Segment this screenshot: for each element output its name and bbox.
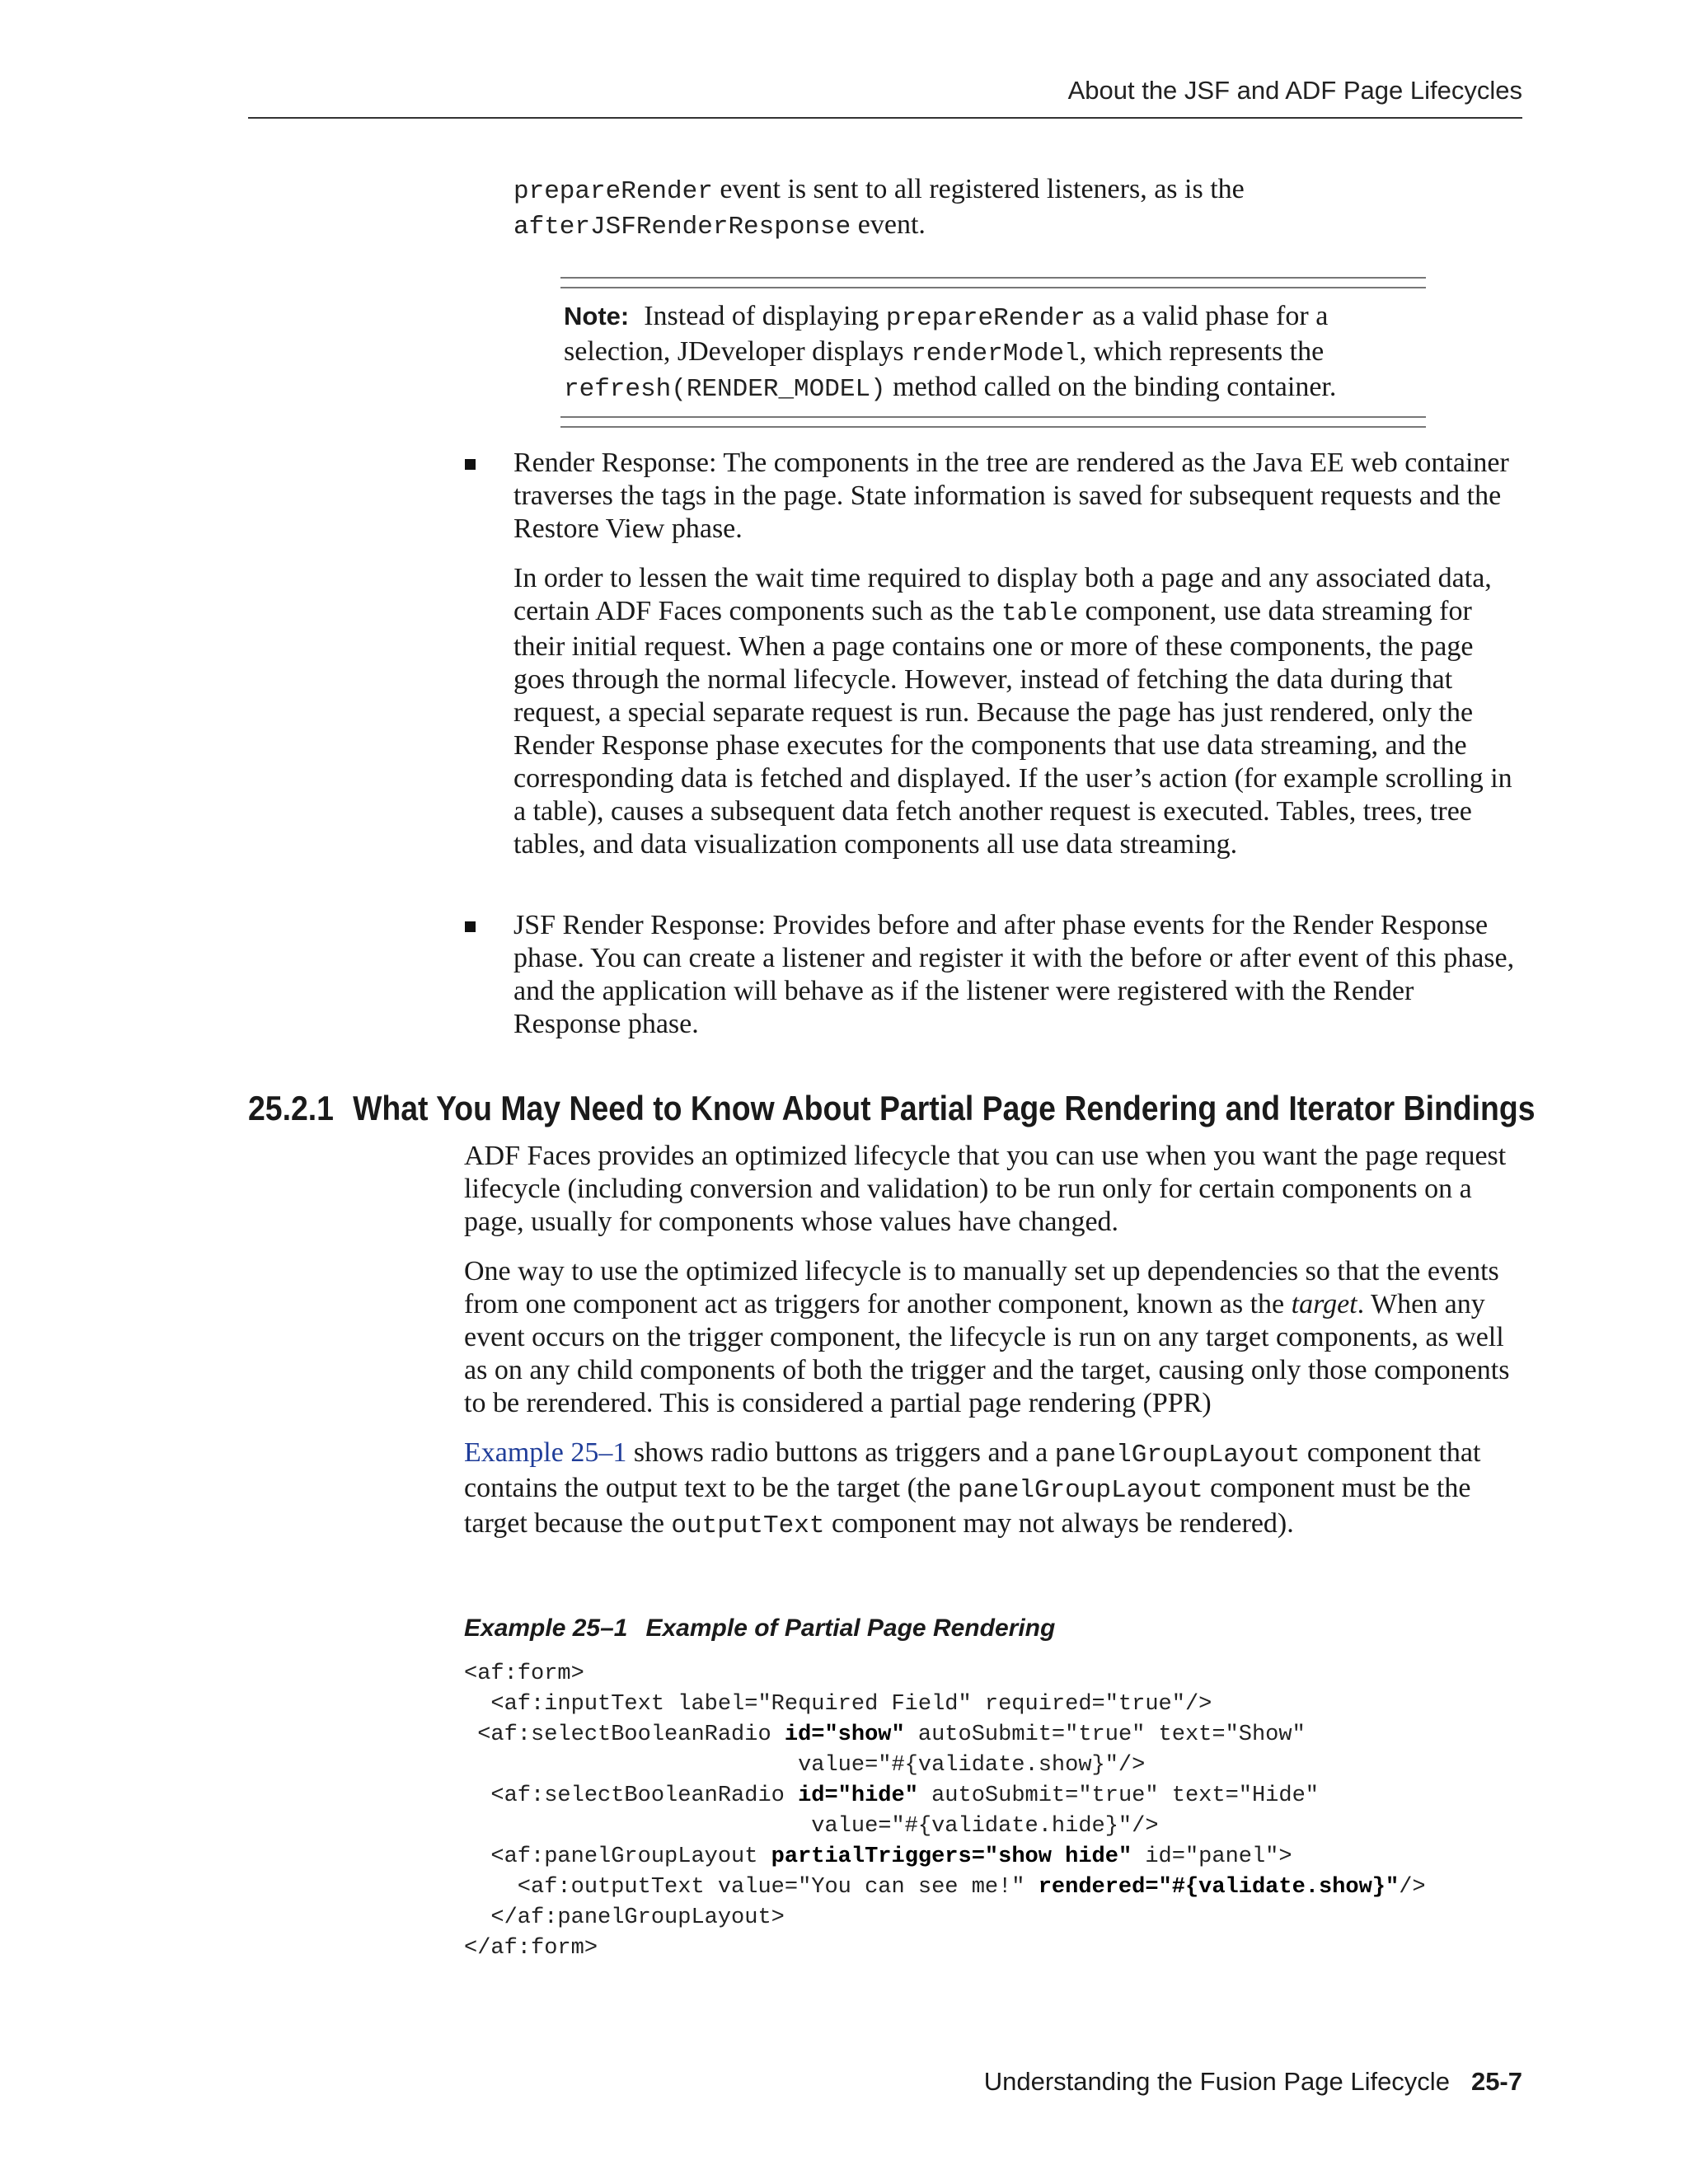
code-prepareRender: prepareRender xyxy=(513,177,713,206)
example-caption xyxy=(464,1614,1055,1643)
paragraph: One way to use the optimized lifecycle is to manually set up dependencies so that the events from one component act as triggers for another component, known as the target. When any event occurs on the trigger component, the lifecycle is run on any target components, as well as on any child components of both the trigger and the target, causing only those components to be rerendered. This is considered a partial page rendering (PPR) xyxy=(464,1256,1510,1418)
streaming-paragraph: In order to lessen the wait time required to display both a page and any associated data, certain ADF Faces components such as the table component, use data streaming for their initial request. When a page contains one or more of these components, the page goes through the normal lifecycle. However, instead of fetching the data during that request, a special separate request is run. Because the page has just rendered, only the Render Response phase executes for the components that use data streaming, and the corresponding data is fetched and displayed. If the user’s action (for example scrolling in a table), causes a subsequent data fetch another request is executed. Tables, trees, tree tables, and data visualization components all use data streaming. xyxy=(513,563,1512,860)
page-footer xyxy=(984,2065,1522,2098)
example-title: Example of Partial Page Rendering xyxy=(645,1615,1056,1642)
code-line: <af:selectBooleanRadio id="show" autoSubmit="true" text="Show" xyxy=(464,1722,1306,1747)
code-line: </af:form> xyxy=(464,1936,598,1961)
header-title: About the JSF and ADF Page Lifecycles xyxy=(1067,76,1522,105)
note-bottom-rule xyxy=(560,416,1426,428)
code-afterJSFRenderResponse: afterJSFRenderResponse xyxy=(513,213,851,241)
paragraph: Example 25–1 shows radio buttons as triggers and a panelGroupLayout component that contains the output text to be the target (the panelGroupLayout component must be the target because the outputText component may not always be rendered). xyxy=(464,1437,1481,1540)
section-heading xyxy=(248,1088,1535,1129)
intro-paragraph: prepareRender event is sent to all registered listeners, as is the afterJSFRenderResponse event. xyxy=(513,174,1245,241)
section-body xyxy=(464,1140,1523,1559)
bullet-render-response: Render Response: The components in the tree are rendered as the Java EE web container traverses the tags in the page. State information is saved for subsequent requests and the Restore View phase. In order to lessen the wait time required to display both a page and any associated data, certain ADF Faces components such as the table component, use data streaming for their initial request. When a page contains one or more of these components, the page goes through the normal lifecycle. However, instead of fetching the data during that request, a special separate request is run. Because the page has just rendered, only the Render Response phase executes for the components that use data streaming, and the corresponding data is fetched and displayed. If the user’s action (for example scrolling in a table), causes a subsequent data fetch another request is executed. Tables, trees, tree tables, and data visualization components all use data streaming. xyxy=(513,447,1523,878)
code-line: value="#{validate.hide}"/> xyxy=(464,1814,1159,1839)
section-title: What You May Need to Know About Partial Page Rendering and Iterator Bindings xyxy=(353,1089,1536,1127)
note-top-rule xyxy=(560,277,1426,288)
code-line: value="#{validate.show}"/> xyxy=(464,1753,1146,1778)
code-line: <af:outputText value="You can see me!" rendered="#{validate.show}"/> xyxy=(464,1875,1426,1900)
bullet-marker xyxy=(465,921,476,932)
code-example xyxy=(464,1659,1426,1964)
page-header xyxy=(248,74,1522,119)
bullet-marker xyxy=(465,459,476,470)
section-number: 25.2.1 xyxy=(248,1089,334,1127)
code-line: <af:selectBooleanRadio id="hide" autoSubmit="true" text="Hide" xyxy=(464,1783,1319,1808)
paragraph: ADF Faces provides an optimized lifecycle that you can use when you want the page request lifecycle (including conversion and validation) to be run only for certain components on a page, usually for components whose values have changed. xyxy=(464,1141,1507,1237)
note-label: Note: xyxy=(564,302,630,330)
footer-title: Understanding the Fusion Page Lifecycle xyxy=(983,2067,1450,2096)
code-line: <af:form> xyxy=(464,1661,584,1686)
code-line: <af:panelGroupLayout partialTriggers="show hide" id="panel"> xyxy=(464,1844,1292,1869)
note-box xyxy=(560,277,1426,428)
example-link[interactable]: Example 25–1 xyxy=(464,1437,627,1468)
page-number: 25-7 xyxy=(1470,2067,1522,2096)
code-line: </af:panelGroupLayout> xyxy=(464,1905,785,1930)
note-body: Note: Instead of displaying prepareRender as a valid phase for a selection, JDeveloper displays renderModel, which represents the refresh(RENDER_MODEL) method called on the binding container. xyxy=(564,301,1337,404)
code-line: <af:inputText label="Required Field" required="true"/> xyxy=(464,1692,1212,1717)
example-label: Example 25–1 xyxy=(464,1615,628,1642)
bullet-jsf-render-response: JSF Render Response: Provides before and after phase events for the Render Response phase. You can create a listener and register it with the before or after event of this phase, and the application will behave as if the listener were registered with the Render Response phase. xyxy=(513,910,1515,1039)
